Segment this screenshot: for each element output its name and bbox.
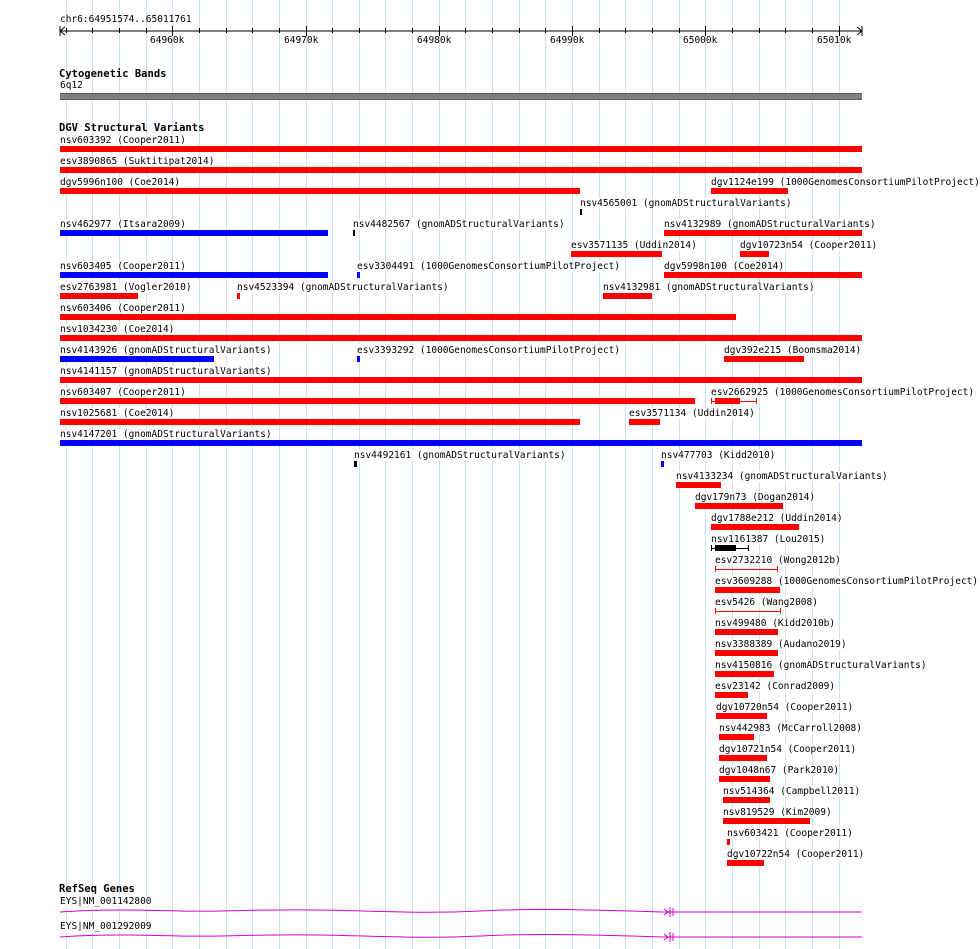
variant-bar[interactable] bbox=[353, 230, 355, 236]
ruler-minor-tick bbox=[385, 28, 386, 33]
variant-bar[interactable] bbox=[711, 188, 788, 194]
ruler-minor-tick bbox=[759, 28, 760, 33]
variant-label: esv3609288 (1000GenomesConsortiumPilotProject) bbox=[715, 576, 979, 587]
variant-bar[interactable] bbox=[719, 755, 767, 761]
transcript-model[interactable] bbox=[0, 931, 890, 943]
variant-label: dgv1124e199 (1000GenomesConsortiumPilotProject) bbox=[711, 177, 980, 188]
ruler-minor-tick bbox=[599, 28, 600, 33]
ruler-minor-tick bbox=[146, 28, 147, 33]
variant-label: nsv4147201 (gnomADStructuralVariants) bbox=[60, 429, 272, 440]
cytoband-label: 6q12 bbox=[60, 80, 83, 91]
ruler-tick-label: 65010k bbox=[817, 35, 852, 46]
track-title-dgv: DGV Structural Variants bbox=[59, 122, 205, 134]
variant-bar[interactable] bbox=[60, 272, 328, 278]
variant-bar[interactable] bbox=[237, 293, 240, 299]
variant-label: nsv4523394 (gnomADStructuralVariants) bbox=[237, 282, 449, 293]
variant-bar[interactable] bbox=[580, 209, 582, 215]
variant-bar[interactable] bbox=[715, 692, 748, 698]
ruler-minor-tick bbox=[679, 28, 680, 33]
variant-label: dgv5996n100 (Coe2014) bbox=[60, 177, 181, 188]
variant-bar[interactable] bbox=[354, 461, 357, 467]
variant-label: dgv5998n100 (Coe2014) bbox=[664, 261, 785, 272]
variant-bar[interactable] bbox=[629, 419, 660, 425]
variant-bar[interactable] bbox=[715, 587, 780, 593]
variant-label: nsv4141157 (gnomADStructuralVariants) bbox=[60, 366, 272, 377]
ruler-tick-label: 64990k bbox=[550, 35, 585, 46]
variant-label: nsv819529 (Kim2009) bbox=[723, 807, 832, 818]
ruler-tick-label: 64970k bbox=[284, 35, 319, 46]
variant-end-cap bbox=[715, 608, 716, 614]
ruler-minor-tick bbox=[492, 28, 493, 33]
variant-label: nsv4492161 (gnomADStructuralVariants) bbox=[354, 450, 566, 461]
variant-end-cap bbox=[711, 545, 712, 551]
variant-label: esv5426 (Wang2008) bbox=[715, 597, 818, 608]
grid-line bbox=[545, 0, 546, 949]
variant-bar[interactable] bbox=[740, 251, 769, 257]
ruler-minor-tick bbox=[226, 28, 227, 33]
grid-line bbox=[519, 0, 520, 949]
variant-bar[interactable] bbox=[571, 251, 662, 257]
variant-bar[interactable] bbox=[664, 230, 862, 236]
variant-label: esv3393292 (1000GenomesConsortiumPilotProject) bbox=[357, 345, 621, 356]
variant-bar[interactable] bbox=[60, 188, 580, 194]
variant-label: nsv603407 (Cooper2011) bbox=[60, 387, 186, 398]
variant-bar[interactable] bbox=[60, 419, 580, 425]
variant-bar[interactable] bbox=[716, 713, 767, 719]
variant-bar[interactable] bbox=[60, 314, 736, 320]
variant-end-cap bbox=[748, 545, 749, 551]
variant-bar[interactable] bbox=[60, 440, 862, 446]
variant-bar[interactable] bbox=[727, 860, 764, 866]
grid-line bbox=[625, 0, 626, 949]
variant-bar[interactable] bbox=[60, 230, 328, 236]
variant-label: dgv10721n54 (Cooper2011) bbox=[719, 744, 857, 755]
ruler-minor-tick bbox=[199, 28, 200, 33]
variant-label: dgv179n73 (Dogan2014) bbox=[695, 492, 816, 503]
grid-line bbox=[332, 0, 333, 949]
ruler-tick-label: 64980k bbox=[417, 35, 452, 46]
variant-bar[interactable] bbox=[661, 461, 664, 467]
variant-end-cap bbox=[777, 566, 778, 572]
grid-line bbox=[279, 0, 280, 949]
ruler-tick-label: 65000k bbox=[683, 35, 718, 46]
variant-bar[interactable] bbox=[715, 569, 778, 570]
variant-bar[interactable] bbox=[60, 356, 214, 362]
variant-bar[interactable] bbox=[676, 482, 721, 488]
variant-label: nsv4132981 (gnomADStructuralVariants) bbox=[603, 282, 815, 293]
grid-line bbox=[599, 0, 600, 949]
variant-bar[interactable] bbox=[715, 629, 778, 635]
track-title-refseq: RefSeq Genes bbox=[59, 883, 135, 895]
variant-label: esv3890865 (Suktitipat2014) bbox=[60, 156, 215, 167]
variant-label: dgv10723n54 (Cooper2011) bbox=[740, 240, 878, 251]
variant-label: nsv4150816 (gnomADStructuralVariants) bbox=[715, 660, 927, 671]
variant-bar[interactable] bbox=[357, 272, 360, 278]
variant-label: esv3571135 (Uddin2014) bbox=[571, 240, 697, 251]
variant-bar[interactable] bbox=[715, 671, 774, 677]
variant-label: nsv603392 (Cooper2011) bbox=[60, 135, 186, 146]
variant-label: nsv4482567 (gnomADStructuralVariants) bbox=[353, 219, 565, 230]
variant-bar[interactable] bbox=[715, 611, 780, 612]
variant-label: esv2732210 (Wong2012b) bbox=[715, 555, 841, 566]
variant-label: nsv4565001 (gnomADStructuralVariants) bbox=[580, 198, 792, 209]
grid-line bbox=[465, 0, 466, 949]
position-label: chr6:64951574..65011761 bbox=[60, 14, 192, 25]
variant-label: esv3571134 (Uddin2014) bbox=[629, 408, 755, 419]
variant-label: esv2662925 (1000GenomesConsortiumPilotProject) bbox=[711, 387, 975, 398]
grid-line bbox=[359, 0, 360, 949]
variant-end-cap bbox=[711, 398, 712, 404]
ruler-minor-tick bbox=[66, 28, 67, 33]
variant-label: esv2763981 (Vogler2010) bbox=[60, 282, 192, 293]
variant-label: nsv1034230 (Coe2014) bbox=[60, 324, 175, 335]
variant-label: nsv4133234 (gnomADStructuralVariants) bbox=[676, 471, 888, 482]
variant-core[interactable] bbox=[715, 398, 740, 404]
variant-label: nsv477703 (Kidd2010) bbox=[661, 450, 776, 461]
variant-label: nsv462977 (Itsara2009) bbox=[60, 219, 186, 230]
ruler-minor-tick bbox=[412, 28, 413, 33]
ruler-minor-tick bbox=[625, 28, 626, 33]
ruler-minor-tick bbox=[812, 28, 813, 33]
ruler-minor-tick bbox=[519, 28, 520, 33]
variant-end-cap bbox=[780, 608, 781, 614]
track-title-cytoband: Cytogenetic Bands bbox=[59, 68, 167, 80]
grid-line bbox=[572, 0, 573, 949]
ruler-minor-tick bbox=[785, 28, 786, 33]
variant-bar[interactable] bbox=[719, 776, 770, 782]
variant-label: nsv1025681 (Coe2014) bbox=[60, 408, 175, 419]
variant-bar[interactable] bbox=[60, 377, 862, 383]
variant-label: nsv3388389 (Audano2019) bbox=[715, 639, 847, 650]
variant-end-cap bbox=[756, 398, 757, 404]
variant-label: nsv514364 (Campbell2011) bbox=[723, 786, 861, 797]
ruler-minor-tick bbox=[332, 28, 333, 33]
variant-bar[interactable] bbox=[357, 356, 360, 362]
transcript-label: EYS|NM_001142800 bbox=[60, 896, 152, 907]
variant-label: nsv1161387 (Lou2015) bbox=[711, 534, 826, 545]
ruler-tick-label: 64960k bbox=[150, 35, 185, 46]
variant-bar[interactable] bbox=[715, 650, 778, 656]
variant-label: nsv442983 (McCarroll2008) bbox=[719, 723, 862, 734]
variant-label: dgv1048n67 (Park2010) bbox=[719, 765, 840, 776]
grid-line bbox=[439, 0, 440, 949]
grid-line bbox=[492, 0, 493, 949]
variant-label: nsv603421 (Cooper2011) bbox=[727, 828, 853, 839]
variant-bar[interactable] bbox=[723, 797, 770, 803]
grid-line bbox=[385, 0, 386, 949]
ruler-minor-tick bbox=[119, 28, 120, 33]
variant-bar[interactable] bbox=[719, 734, 754, 740]
variant-bar[interactable] bbox=[711, 524, 799, 530]
transcript-model[interactable] bbox=[0, 906, 890, 918]
ruler-minor-tick bbox=[465, 28, 466, 33]
variant-label: dgv10722n54 (Cooper2011) bbox=[727, 849, 865, 860]
variant-bar[interactable] bbox=[60, 167, 862, 173]
grid-line bbox=[306, 0, 307, 949]
cytoband-bar[interactable] bbox=[60, 93, 862, 100]
variant-label: esv23142 (Conrad2009) bbox=[715, 681, 836, 692]
variant-bar[interactable] bbox=[723, 818, 810, 824]
variant-label: esv3304491 (1000GenomesConsortiumPilotProject) bbox=[357, 261, 621, 272]
variant-bar[interactable] bbox=[60, 146, 862, 152]
ruler-minor-tick bbox=[732, 28, 733, 33]
variant-label: nsv603406 (Cooper2011) bbox=[60, 303, 186, 314]
variant-label: nsv4132989 (gnomADStructuralVariants) bbox=[664, 219, 876, 230]
ruler-minor-tick bbox=[652, 28, 653, 33]
ruler-minor-tick bbox=[545, 28, 546, 33]
variant-bar[interactable] bbox=[727, 839, 730, 845]
grid-line bbox=[199, 0, 200, 949]
transcript-label: EYS|NM_001292009 bbox=[60, 921, 152, 932]
grid-line bbox=[252, 0, 253, 949]
variant-bar[interactable] bbox=[60, 293, 138, 299]
variant-bar[interactable] bbox=[60, 335, 862, 341]
variant-bar[interactable] bbox=[603, 293, 652, 299]
ruler-minor-tick bbox=[279, 28, 280, 33]
variant-label: nsv4143926 (gnomADStructuralVariants) bbox=[60, 345, 272, 356]
variant-core[interactable] bbox=[715, 545, 736, 551]
ruler-minor-tick bbox=[92, 28, 93, 33]
variant-bar[interactable] bbox=[695, 503, 783, 509]
grid-line bbox=[412, 0, 413, 949]
variant-label: nsv603405 (Cooper2011) bbox=[60, 261, 186, 272]
ruler-minor-tick bbox=[252, 28, 253, 33]
variant-label: dgv1788e212 (Uddin2014) bbox=[711, 513, 843, 524]
grid-line bbox=[226, 0, 227, 949]
variant-label: nsv499480 (Kidd2010b) bbox=[715, 618, 836, 629]
ruler-minor-tick bbox=[359, 28, 360, 33]
variant-label: dgv392e215 (Boomsma2014) bbox=[724, 345, 862, 356]
grid-line bbox=[652, 0, 653, 949]
variant-bar[interactable] bbox=[60, 398, 695, 404]
variant-end-cap bbox=[715, 566, 716, 572]
variant-bar[interactable] bbox=[664, 272, 862, 278]
variant-label: dgv10720n54 (Cooper2011) bbox=[716, 702, 854, 713]
variant-bar[interactable] bbox=[724, 356, 804, 362]
